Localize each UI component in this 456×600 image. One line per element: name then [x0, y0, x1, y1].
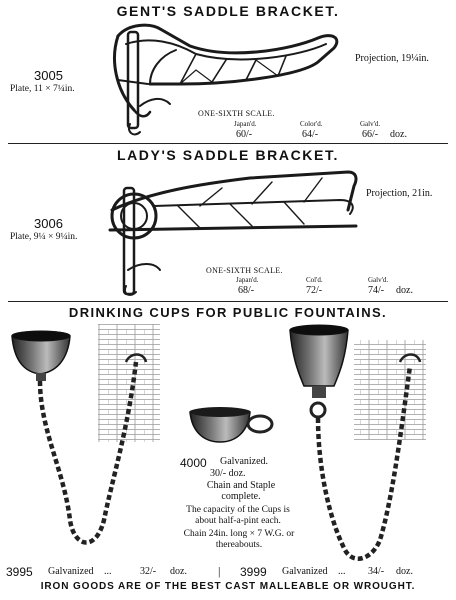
footer-note: IRON GOODS ARE OF THE BEST CAST MALLEABLE OR WROUGHT. [40, 581, 416, 592]
cup-3995-number: 3995 [6, 565, 33, 579]
cup-capacity: The capacity of the Cups is about half-a-pint each. [186, 505, 290, 526]
ladys-title: LADY'S SADDLE BRACKET. [116, 147, 340, 163]
ladys-number: 3006 [34, 216, 63, 231]
ladys-plate: Plate, 9¼ × 9¼in. [10, 232, 78, 242]
cup-3995-illustration [12, 324, 160, 543]
cup-4000-chain: Chain and Staple complete. [206, 480, 276, 502]
ladys-finish-japan: Japan'd. [236, 276, 259, 284]
cup-4000-desc: Galvanized. [220, 456, 269, 467]
cup-3995-dots: ... [104, 566, 112, 577]
gents-price-japan: 60/- [236, 129, 253, 140]
cup-3999-number: 3999 [240, 565, 267, 579]
ladys-price-colored: 72/- [306, 285, 323, 296]
ladys-price-japan: 68/- [238, 285, 255, 296]
gents-finish-galv: Galv'd. [360, 120, 381, 128]
cup-3995-unit: doz. [170, 566, 187, 577]
cup-4000-number: 4000 [180, 456, 207, 470]
cup-4000-price: 30/- doz. [210, 468, 246, 479]
chain-spec: Chain 24in. long × 7 W.G. or thereabouts. [183, 529, 295, 550]
ladys-projection: Projection, 21in. [366, 188, 433, 199]
gents-price-galv: 66/- [362, 129, 379, 140]
gents-projection: Projection, 19¼in. [355, 53, 429, 64]
cup-3999-dots: ... [338, 566, 346, 577]
cup-3999-illustration [290, 325, 426, 559]
ladys-price-galv: 74/- [368, 285, 385, 296]
cup-3999-price: 34/- [368, 566, 385, 577]
gents-scale: ONE-SIXTH SCALE. [198, 109, 275, 118]
ladys-finish-galv: Galv'd. [368, 276, 389, 284]
gents-plate: Plate, 11 × 7¼in. [10, 84, 75, 94]
gents-number: 3005 [34, 68, 63, 83]
gents-saddle-bracket-illustration [115, 25, 337, 134]
cup-3999-desc: Galvanized [282, 566, 328, 577]
cups-title: DRINKING CUPS FOR PUBLIC FOUNTAINS. [68, 305, 388, 320]
ladys-saddle-bracket-illustration [110, 172, 356, 295]
cup-3999-unit: doz. [396, 566, 413, 577]
gents-finish-japan: Japan'd. [234, 120, 257, 128]
gents-unit: doz. [390, 129, 407, 140]
ladys-finish-colored: Col'd. [306, 276, 323, 284]
ladys-unit: doz. [396, 285, 413, 296]
gents-finish-colored: Color'd. [300, 120, 323, 128]
cup-4000-illustration [190, 407, 272, 442]
price-separator: | [218, 564, 221, 578]
cup-3995-price: 32/- [140, 566, 157, 577]
gents-title: GENT'S SADDLE BRACKET. [116, 3, 340, 19]
cup-3995-desc: Galvanized [48, 566, 94, 577]
ladys-scale: ONE-SIXTH SCALE. [206, 266, 283, 275]
gents-price-colored: 64/- [302, 129, 319, 140]
